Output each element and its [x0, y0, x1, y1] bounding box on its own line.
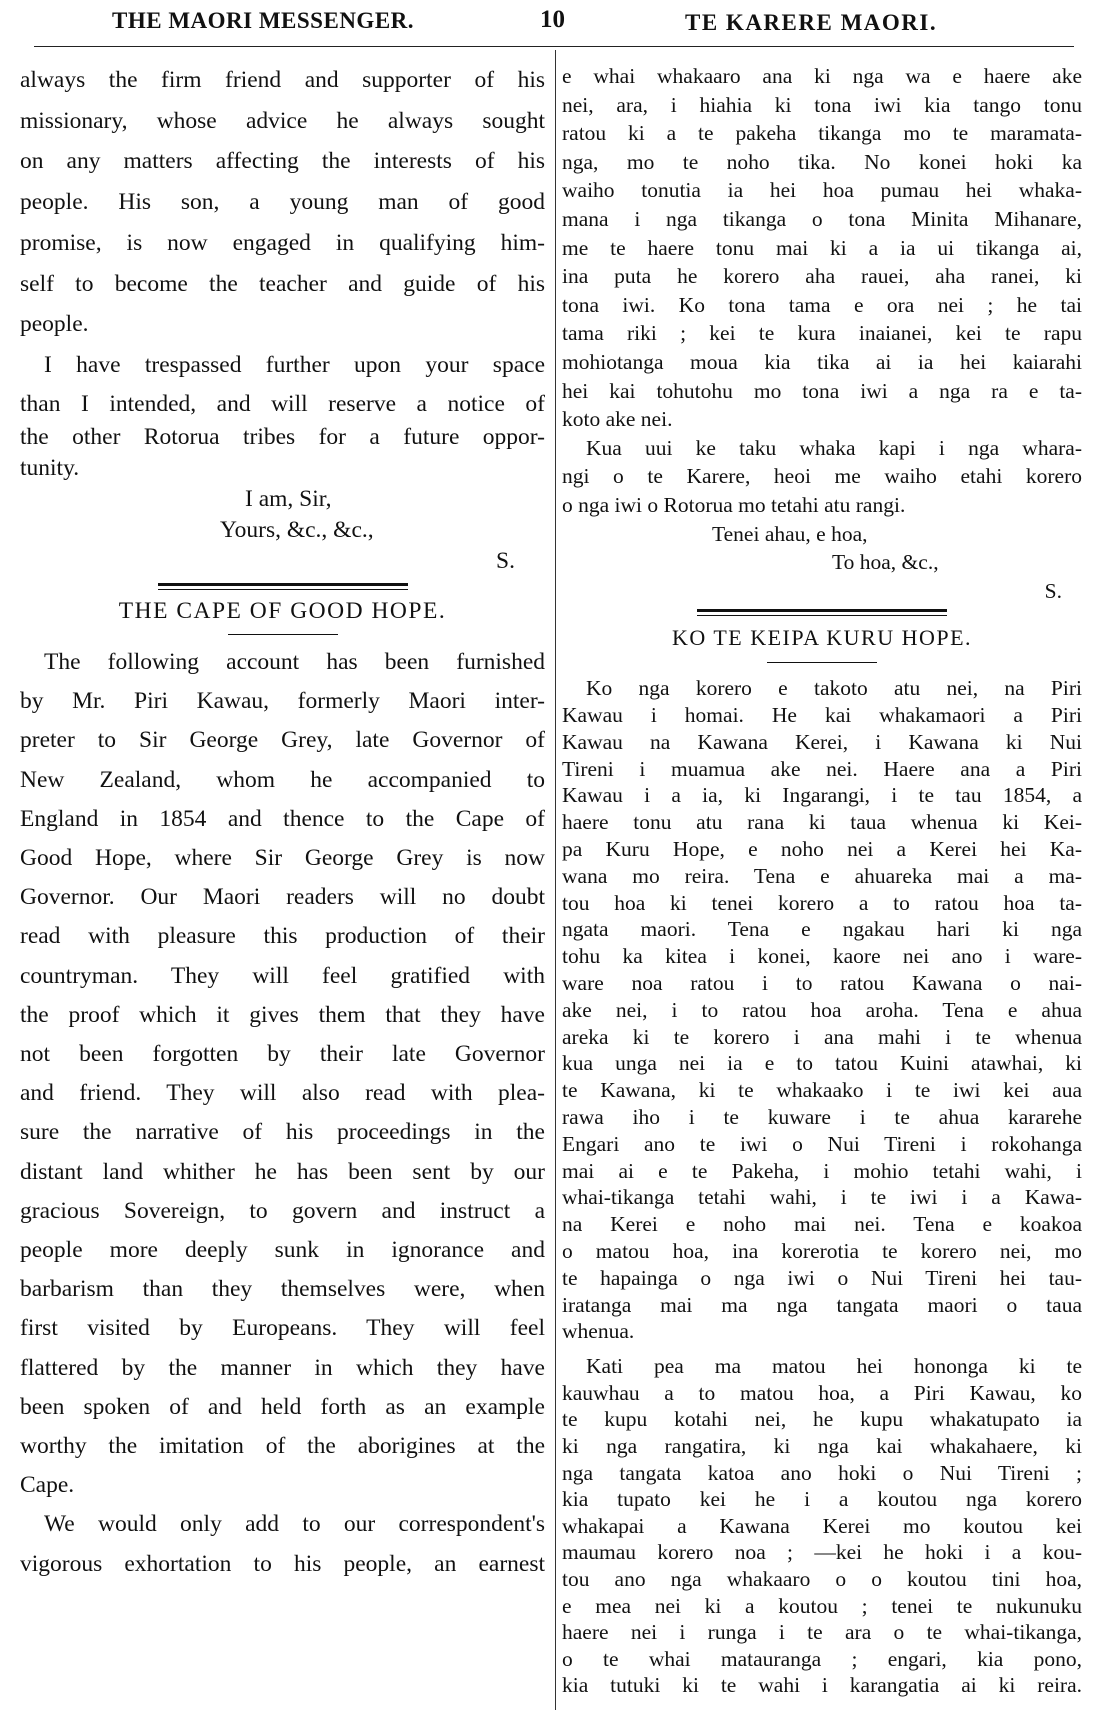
- text-line: tou hoa ki tenei korero a to ratou hoa ta-: [562, 890, 1082, 915]
- text-line: e whai whakaaro ana ki nga wa e haere ake: [562, 64, 1082, 88]
- text-line: o nga iwi o Rotorua mo tetahi atu rangi.: [562, 492, 906, 517]
- text-line: nga, mo te noho tika. No konei hoki ka: [562, 149, 1082, 174]
- text-line: kua unga nei ia e to tatou Kuini atawhai, ki: [562, 1051, 1082, 1076]
- text-line: on any matters affecting the interests of his: [20, 148, 545, 175]
- text-line: nga tangata katoa ano hoki o Nui Tireni ;: [562, 1460, 1082, 1485]
- text-line: been spoken of and held forth as an example: [20, 1393, 545, 1420]
- text-line: kia tupato kei he i a koutou nga korero: [562, 1487, 1082, 1512]
- text-line: promise, is now engaged in qualifying him-: [20, 229, 545, 256]
- text-line: New Zealand, whom he accompanied to: [20, 766, 545, 793]
- text-line: Cape.: [20, 1472, 75, 1499]
- text-line: tona iwi. Ko tona tama e ora nei ; he tai: [562, 292, 1082, 317]
- text-line: mai ai e te Pakeha, i mohio tetahi wahi, i: [562, 1158, 1082, 1183]
- text-line: than I intended, and will reserve a notice of: [20, 390, 545, 417]
- text-line: mohiotanga moua kia tika ai ia hei kaiarahi: [562, 349, 1082, 374]
- text-line: Kua uui ke taku whaka kapi i nga whara-: [586, 435, 1082, 460]
- text-line: areka ki te korero i ana mahi i te whenua: [562, 1024, 1082, 1049]
- letter-signoff: [562, 520, 1082, 606]
- text-line: tunity.: [20, 454, 80, 481]
- english-column: [20, 60, 545, 1584]
- text-line: read with pleasure this production of their: [20, 923, 545, 950]
- text-line: Kati pea ma matou hei hononga ki te: [586, 1354, 1082, 1379]
- text-line: kauwhau a to matou hoa, a Piri Kawau, ko: [562, 1380, 1082, 1405]
- heading-underline: [767, 662, 877, 663]
- text-line: Kawau i a ia, ki Ingarangi, i te tau 1854, a: [562, 783, 1082, 808]
- text-line: Tireni i muamua ake nei. Haere ana a Piri: [562, 756, 1082, 781]
- text-line: o te whai matauranga ; engari, kia pono,: [562, 1646, 1082, 1671]
- text-line: haere nei i runga i te ara o te whai-tikanga,: [562, 1620, 1082, 1645]
- text-line: gracious Sovereign, to govern and instruct a: [20, 1197, 545, 1224]
- text-line: wana mo reira. Tena e ahuareka mai a ma-: [562, 863, 1082, 888]
- text-line: first visited by Europeans. They will feel: [20, 1315, 545, 1342]
- text-line: whakapai a Kawana Kerei mo koutou kei: [562, 1513, 1082, 1538]
- text-line: ngi o te Karere, heoi me waiho etahi korero: [562, 464, 1082, 489]
- text-line: na Kerei e noho mai nei. Tena e koakoa: [562, 1212, 1082, 1237]
- text-line: whai-tikanga tetahi wahi, i te iwi i a Kawa-: [562, 1185, 1082, 1210]
- text-line: self to become the teacher and guide of his: [20, 270, 545, 297]
- text-line: the other Rotorua tribes for a future oppor-: [20, 423, 545, 450]
- text-line: the proof which it gives them that they have: [20, 1001, 545, 1028]
- heading-underline: [228, 634, 338, 635]
- text-line: e mea nei ki a koutou ; tenei te nukunuku: [562, 1593, 1082, 1618]
- text-line: and friend. They will also read with plea-: [20, 1080, 545, 1107]
- text-line: Engari ano te iwi o Nui Tireni i rokohanga: [562, 1131, 1082, 1156]
- page-header: [0, 6, 1114, 42]
- text-line: I have trespassed further upon your space: [44, 351, 545, 378]
- text-line: Kawau i homai. He kai whakamaori a Piri: [562, 703, 1082, 728]
- text-line: missionary, whose advice he always sought: [20, 107, 545, 134]
- text-line: England in 1854 and thence to the Cape of: [20, 805, 545, 832]
- column-divider: [555, 50, 556, 1710]
- text-line: tama riki ; kei te kura inaianei, kei te rapu: [562, 321, 1082, 346]
- text-line: mana i nga tikanga o tona Minita Mihanare,: [562, 206, 1082, 231]
- text-line: pa Kuru Hope, e noho nei a Kerei hei Ka-: [562, 837, 1082, 862]
- text-line: preter to Sir George Grey, late Governor of: [20, 727, 545, 754]
- letter-continuation: [20, 60, 545, 345]
- text-line: maumau korero noa ; —kei he hoki i a kou-: [562, 1540, 1082, 1565]
- article-heading: THE CAPE OF GOOD HOPE.: [118, 597, 447, 624]
- closing-line: Yours, &c., &c.,: [220, 516, 374, 543]
- text-line: tou ano nga whakaaro o o koutou tini hoa,: [562, 1566, 1082, 1591]
- text-line: countryman. They will feel gratified with: [20, 962, 545, 989]
- text-line: not been forgotten by their late Governor: [20, 1040, 545, 1067]
- header-maori-title: TE KARERE MAORI.: [685, 10, 938, 35]
- closing-exhortation: [562, 1353, 1082, 1699]
- closing-line: Tenei ahau, e hoa,: [712, 521, 868, 546]
- text-line: ki nga rangatira, ki nga kai whakahaere, ki: [562, 1433, 1082, 1458]
- letter-closing-paragraph: [20, 345, 545, 484]
- header-english-title: THE MAORI MESSENGER.: [112, 8, 415, 33]
- text-line: nei, ara, i hiahia ki tona iwi kia tango tonu: [562, 92, 1082, 117]
- text-line: waiho tonutia ia hei hoa pumau hei whaka-: [562, 178, 1082, 203]
- section-rule: [697, 609, 947, 616]
- text-line: worthy the imitation of the aborigines at the: [20, 1432, 545, 1459]
- text-line: te kupu kotahi nei, he kupu whakatupato ia: [562, 1407, 1082, 1432]
- text-line: iratanga mai ma nga tangata maori o taua: [562, 1292, 1082, 1317]
- text-line: people more deeply sunk in ignorance and: [20, 1236, 545, 1263]
- signature: S.: [496, 547, 515, 574]
- text-line: sure the narrative of his proceedings in the: [20, 1119, 545, 1146]
- text-line: people. His son, a young man of good: [20, 189, 545, 216]
- text-line: by Mr. Piri Kawau, formerly Maori inter-: [20, 688, 545, 715]
- text-line: koto ake nei.: [562, 407, 673, 432]
- text-line: o matou hoa, ina korerotia te korero nei, mo: [562, 1239, 1082, 1264]
- text-line: The following account has been furnished: [44, 648, 545, 675]
- text-line: tohu ka kitea i konei, kaore nei ano i ware-: [562, 944, 1082, 969]
- text-line: whenua.: [562, 1319, 635, 1344]
- text-line: ngata maori. Tena e ngakau hari ki nga: [562, 917, 1082, 942]
- text-line: me te haere tonu mai ki a ia ui tikanga ai,: [562, 235, 1082, 260]
- section-rule: [158, 583, 408, 590]
- letter-closing-paragraph: [562, 434, 1082, 520]
- text-line: Good Hope, where Sir George Grey is now: [20, 844, 545, 871]
- signature: S.: [1044, 578, 1062, 603]
- closing-line: I am, Sir,: [245, 485, 332, 512]
- closing-line: To hoa, &c.,: [832, 550, 939, 575]
- article-body: [20, 643, 545, 1584]
- text-line: Ko nga korero e takoto atu nei, na Piri: [586, 676, 1082, 701]
- maori-column: [562, 62, 1082, 1699]
- text-line: te hapainga o nga iwi o Nui Tireni hei tau-: [562, 1265, 1082, 1290]
- text-line: people.: [20, 311, 89, 338]
- text-line: barbarism than they themselves were, when: [20, 1276, 545, 1303]
- article-body: [562, 675, 1082, 1345]
- text-line: ake nei, i to ratou hoa aroha. Tena e ahua: [562, 997, 1082, 1022]
- text-line: Kawau na Kawana Kerei, i Kawana ki Nui: [562, 729, 1082, 754]
- header-rule: [34, 46, 1074, 47]
- article-heading: KO TE KEIPA KURU HOPE.: [671, 625, 973, 651]
- text-line: te Kawana, ki te whakaako i te iwi kei aua: [562, 1078, 1082, 1103]
- text-line: ratou ki a te pakeha tikanga mo te maramata-: [562, 121, 1082, 146]
- text-line: haere tonu atu rana ki taua whenua ki Kei-: [562, 810, 1082, 835]
- text-line: rawa iho i te kuware i te ahua kararehe: [562, 1105, 1082, 1130]
- text-line: ware noa ratou i to ratou Kawana o nai-: [562, 971, 1082, 996]
- page-number: 10: [540, 6, 565, 33]
- text-line: hei kai tohutohu mo tona iwi a nga ra e ta-: [562, 378, 1082, 403]
- text-line: vigorous exhortation to his people, an earnest: [20, 1550, 545, 1577]
- text-line: We would only add to our correspondent's: [44, 1511, 545, 1538]
- text-line: distant land whither he has been sent by our: [20, 1158, 545, 1185]
- text-line: kia tutuki ki te wahi i karangatia ai ki reira.: [562, 1673, 1082, 1698]
- text-line: always the firm friend and supporter of his: [20, 67, 545, 93]
- letter-signoff: [20, 484, 545, 577]
- text-line: Governor. Our Maori readers will no doubt: [20, 884, 545, 911]
- text-line: ina puta he korero aha rauei, aha ranei, ki: [562, 264, 1082, 289]
- text-line: flattered by the manner in which they have: [20, 1354, 545, 1381]
- letter-continuation: [562, 62, 1082, 434]
